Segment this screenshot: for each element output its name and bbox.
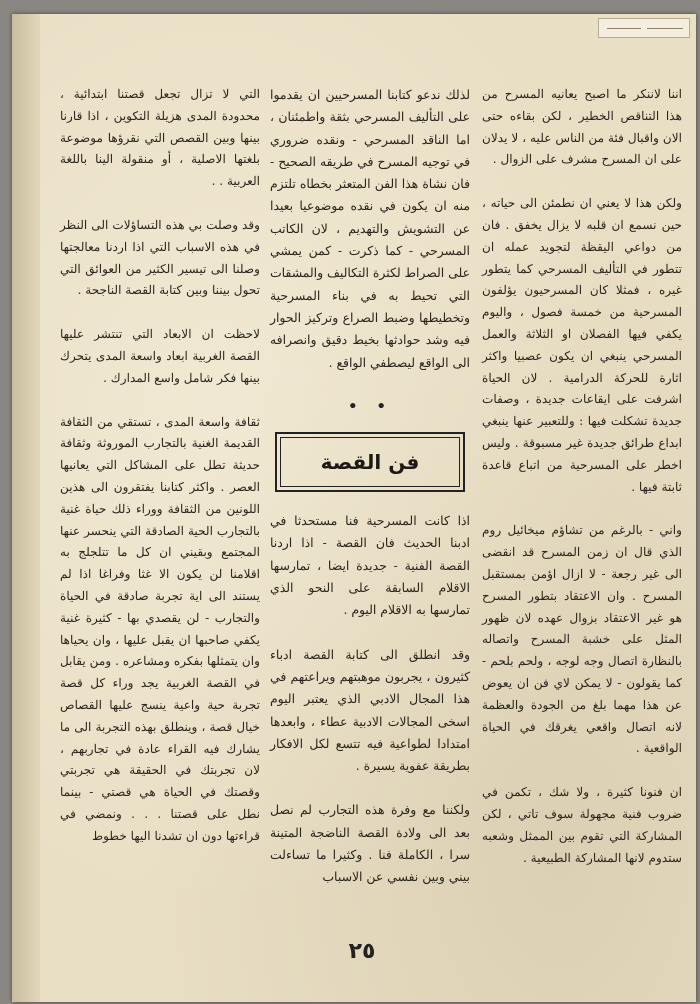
paragraph: التي لا تزال تجعل قصتنا ابتدائية ، محدودة المدى هزيلة التكوين ، اذا قارنا بينها وبين القصص التي نقرؤها موضوعة بلغتها الاصلية ، أو منقولة الينا باللغة العربية . . [60,87,260,189]
stamp-mark [647,28,683,29]
text-column-left [60,84,260,870]
text-column-right [482,84,682,891]
paragraph: وقد وصلت بي هذه التساؤلات الى النظر في هذه الاسباب التي اذا اردنا معالجتها وصلنا الى تيسير الكثير من العوائق التي تحول بيننا وبين كتابة القصة الناجحة . [60,217,260,298]
library-stamp [598,18,690,38]
paragraph: ان فنونا كثيرة ، ولا شك ، تكمن في ضروب فنية مجهولة سوف تاتي ، لكن المشاركة التي تقوم بين الممثل وشعبه ستدوم لانها المشاركة الطبيعية . [482,785,682,865]
section-title-box [275,432,465,492]
section-title: فن القصة [320,450,420,474]
paragraph: لاحظت ان الابعاد التي تنتشر عليها القصة الغربية ابعاد واسعة المدى يتحرك بينها فكر شامل واسع المدارك . [60,327,260,385]
paragraph: ولكن هذا لا يعني ان نطمئن الى حياته ، حين نسمع ان قلبه لا يزال يخفق . فان من دواعي اليقظة لتجويد عمله ان تتطور في التأليف المسرحي كما يتطور غيره ، فمثلا كان المسرحيون يؤلفون المسرحية من خمسة فصول ، واليوم يكفي فيها الفصلان او الثلاثة والعمل المسرحي ينبغي ان يكون عصبيا واكثر اثارة للحركة الدرامية . لان الحياة اشرفت على ايقاعات جديدة ، وصفات جديدة تشكلت فيها : وللتعبير عنها ينبغي ابداع طرائق جديدة غير مسبوقة . وليس اخطر على المسرحية من اتباع قاعدة ثابتة فيها . [482,196,682,494]
paragraph: ثقافة واسعة المدى ، تستقي من الثقافة القديمة الغنية بالتجارب الموروثة وثقافة حديثة تطل على المشاكل التي يعانيها العصر . واكثر كتابنا يفتقرون الى هذين اللونين من الثقافة ووراء ذلك حياة غنية بالتجارب الحية الصادقة التي ينحسر عنها المجتمع وبقيني ان كل ما تتلجلج به اقلامنا لن يكون الا غثا وفراغا اذا لم يستند الى اية تجربة صادقة في الحياة والتجارب - لن يقصدي بها - كثيرة غنية يكفي صاحبها ان يقبل عليها ، وان يحياها وان يتمثلها بفكره ومشاعره . ومن يقابل في القصة الغربية يجد وراء كل قصة تجربة حية واعية ينسج عليها القصاص خيال قصة ، وينطلق بهذه التجربة الى ما يشارك فيه القراء عادة في تجاربهم ، لان تجربتك في الحقيقة هي تجربتي وقصتك في الحياة هي قصتي - بينما نطل على قصتنا . . . ونمضي في قراءتها دون ان تشدنا اليها خطوط [60,414,260,843]
stamp-mark [607,28,641,29]
paragraph: ولكننا مع وفرة هذه التجارب لم نصل بعد الى ولادة القصة الناضجة المتينة سرا ، الكاملة فنا . وكثيرا ما تساءلت بيني وبين نفسي عن الاسباب [270,802,470,885]
page-number: ٢٥ [348,939,376,964]
paragraph: وقد انطلق الى كتابة القصة ادباء كثيرون ، يجربون موهبتهم ويراعتهم في هذا المجال الادبي الذي يعتبر اليوم اسخى المجالات الادبية عطاء ، وابعدها امتدادا لطواعية فيه تتسع لكل الافكار بطريقة عفوية يسيرة . [270,646,470,774]
paragraph: اننا لاننكر ما اصبح يعانيه المسرح من هذا التناقص الخطير ، لكن بقاءه حتى الان واقبال فئة من الناس عليه ، لا يدلان على ان المسرح مشرف على الزوال . [482,87,682,167]
text-column-middle [270,84,470,911]
magazine-page [12,14,696,1002]
paragraph: لذلك ندعو كتابنا المسرحيين ان يقدموا على التأليف المسرحي بثقة واطمئنان ، اما الناقد المسرحي - ونقده ضروري في توجيه المسرح في طريقه الصحيح - فان نشاة هذا الفن المتعثر بخطاه تلتزم منه ان يكون في نقده موضوعيا بعيدا عن التشويش والتهديم ، لان الكاتب المسرحي - كما ذكرت - كمن يمشي على الصراط لكثرة التكاليف والمشقات التي تحيط به في بناء المسرحية وتخطيطها وضبط الصراع وتركيز الحوار فيه وشد حوادثها بخيط دقيق وانصرافه الى الواقع ليصطفي الواقع . [269,87,470,370]
section-separator: • • [347,395,393,417]
paragraph: اذا كانت المسرحية فنا مستحدثا في ادبنا الحديث فان القصة - اذا اردنا القصة الفنية - جديدة ايضا ، تمارسها الاقلام السابقة على النحو الذي تمارسها به الاقلام اليوم . [270,513,470,618]
page-binding-edge [12,14,40,1002]
paragraph: واني - بالرغم من تشاؤم ميخائيل روم الذي قال ان زمن المسرح قد انقضى الى غير رجعة - لا ازال اؤمن بمستقبل المسرح . وان الاعتقاد بتطور المسرح هو غير الاعتقاد بزوال عهده لان ظهور المثل على خشبة المسرح واتصاله بالنظارة اتصال وجه لوجه ، ولحم بلحم - كما يقولون - لا يمكن لاي فن ان يعوض عن هذا مهما بلغ من الجودة والعظمة لانه اتصال واقعي يغرقك في الحياة الواقعية . [482,523,682,756]
